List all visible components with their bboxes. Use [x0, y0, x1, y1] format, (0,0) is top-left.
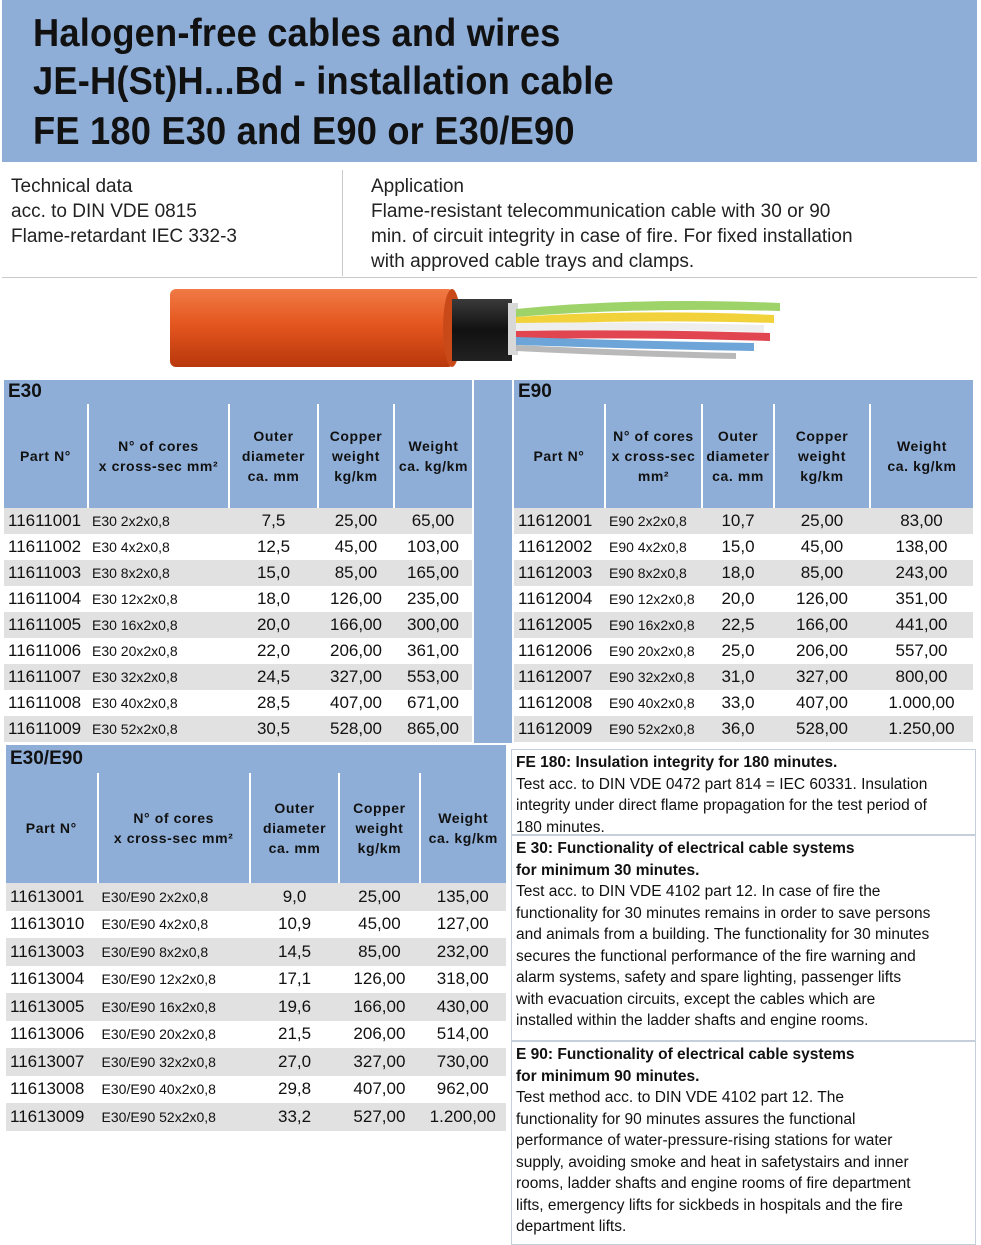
cable-weight: 430,00 [420, 993, 506, 1021]
table-row [6, 1048, 506, 1076]
table-body [514, 508, 973, 742]
part-number: 11611001 [4, 508, 88, 534]
copper-weight: 528,00 [318, 716, 394, 742]
cable-type: E90 12x2x0,8 [609, 591, 695, 607]
outer-diameter: 33,0 [721, 693, 755, 712]
separator-strip [474, 380, 512, 743]
copper-weight: 206,00 [330, 641, 382, 660]
table-row [4, 586, 472, 612]
copper-weight: 327,00 [774, 664, 870, 690]
outer-diameter: 31,0 [702, 664, 774, 690]
technical-heading: Technical data [11, 176, 133, 197]
cable-weight: 243,00 [870, 560, 973, 586]
title-line-2: JE-H(St)H...Bd - installation cable [33, 60, 614, 103]
technical-standard: acc. to DIN VDE 0815 [11, 201, 197, 222]
outer-diameter: 10,7 [702, 508, 774, 534]
outer-diameter: 12,5 [256, 537, 291, 556]
outer-diameter: 25,0 [721, 641, 755, 660]
part-number: 11611002 [8, 537, 82, 556]
part-number: 11613001 [6, 883, 98, 911]
outer-diameter: 19,6 [250, 993, 340, 1021]
outer-diameter: 20,0 [721, 589, 755, 608]
table-row [6, 883, 506, 911]
table-row [514, 716, 973, 742]
technical-data [11, 174, 237, 249]
part-number: 11612005 [514, 612, 605, 638]
table-row [4, 664, 472, 690]
copper-weight: 45,00 [800, 537, 844, 556]
e30-table [4, 380, 472, 742]
cable-weight: 351,00 [895, 589, 948, 608]
copper-weight: 528,00 [774, 716, 870, 742]
note-line: functionality for 30 minutes remains in order to save persons [516, 904, 931, 922]
table-row [514, 612, 973, 638]
cable-shield [452, 299, 512, 361]
table-title: E30/E90 [6, 745, 506, 773]
cable-weight: 127,00 [436, 914, 489, 934]
col-part: Part N° [6, 773, 98, 883]
note-line: Test acc. to DIN VDE 0472 part 814 = IEC 60331. Insulation [516, 775, 928, 793]
copper-weight: 126,00 [796, 589, 848, 608]
application-line: min. of circuit integrity in case of fire. For fixed installation [371, 226, 853, 247]
table-row [514, 638, 973, 664]
table-row [6, 1021, 506, 1049]
note-line: department lifts. [516, 1218, 627, 1235]
table-row [514, 586, 973, 612]
col-part: Part N° [514, 404, 605, 508]
outer-diameter: 14,5 [250, 938, 340, 966]
cable-type: E90 40x2x0,8 [609, 695, 695, 711]
e30-e90-table [6, 745, 506, 1131]
outer-diameter: 29,8 [278, 1079, 312, 1099]
cable-type: E30/E90 52x2x0,8 [98, 1103, 250, 1131]
table-row [4, 716, 472, 742]
cable-weight: 514,00 [436, 1024, 489, 1044]
col-part: Part N° [4, 404, 88, 508]
part-number: 11611004 [8, 589, 82, 608]
cable-type: E30/E90 16x2x0,8 [98, 993, 250, 1021]
title-line-3: FE 180 E30 and E90 or E30/E90 [33, 110, 575, 153]
copper-weight: 25,00 [318, 508, 394, 534]
table-row [4, 638, 472, 664]
col-weight: Weight ca. kg/km [394, 404, 472, 508]
part-number: 11611005 [4, 612, 88, 638]
copper-weight: 45,00 [334, 537, 378, 556]
copper-weight: 166,00 [318, 612, 394, 638]
note-heading: E 30: Functionality of electrical cable systems [516, 840, 855, 857]
title-line-1: Halogen-free cables and wires [33, 12, 561, 55]
cable-type: E90 8x2x0,8 [605, 560, 702, 586]
outer-diameter: 30,5 [229, 716, 318, 742]
note-heading: for minimum 30 minutes. [516, 861, 700, 879]
cable-weight: 730,00 [420, 1048, 506, 1076]
part-number: 11613006 [10, 1024, 85, 1044]
note-line: performance of water-pressure-rising stations for water [516, 1132, 893, 1149]
copper-weight: 126,00 [353, 969, 406, 989]
part-number: 11612004 [518, 589, 593, 608]
copper-weight: 407,00 [330, 693, 382, 712]
cable-type: E90 4x2x0,8 [609, 539, 687, 555]
outer-diameter: 10,9 [278, 914, 312, 934]
cable-type: E30 8x2x0,8 [88, 560, 229, 586]
cable-weight: 300,00 [394, 612, 472, 638]
note-line: integrity under direct flame propagation for the test period of [516, 797, 927, 814]
note-line: alarm systems, safety and spare lighting, passenger lifts [516, 969, 902, 986]
part-number: 11611007 [4, 664, 88, 690]
cable-type: E30 2x2x0,8 [88, 508, 229, 534]
note-heading: FE 180: Insulation integrity for 180 minutes. [516, 754, 838, 771]
copper-weight: 327,00 [318, 664, 394, 690]
outer-diameter: 7,5 [229, 508, 318, 534]
col-copper: Copper weight kg/km [774, 404, 870, 508]
note-line: supply, avoiding smoke and heat in safetystairs and inner [516, 1153, 909, 1171]
part-number: 11613003 [6, 938, 98, 966]
cable-type: E30/E90 2x2x0,8 [98, 883, 250, 911]
copper-weight: 407,00 [353, 1079, 406, 1099]
col-weight: Weight ca. kg/km [420, 773, 506, 883]
copper-weight: 85,00 [339, 938, 419, 966]
cable-weight: 135,00 [420, 883, 506, 911]
col-diameter: Outer diameter ca. mm [250, 773, 340, 883]
table-title: E30 [4, 380, 472, 404]
col-diameter: Outer diameter ca. mm [229, 404, 318, 508]
table-row [6, 938, 506, 966]
table-row [6, 1076, 506, 1104]
info-divider [342, 170, 343, 276]
cable-weight: 553,00 [394, 664, 472, 690]
cable-image [168, 287, 783, 369]
copper-weight: 126,00 [330, 589, 382, 608]
part-number: 11612007 [514, 664, 605, 690]
outer-diameter: 18,0 [702, 560, 774, 586]
cable-type: E30 40x2x0,8 [92, 695, 178, 711]
outer-diameter: 36,0 [702, 716, 774, 742]
application-heading: Application [371, 176, 464, 197]
cable-type: E30 20x2x0,8 [92, 643, 178, 659]
note-heading: for minimum 90 minutes. [516, 1067, 700, 1085]
cable-type: E30 12x2x0,8 [92, 591, 178, 607]
outer-diameter: 15,0 [229, 560, 318, 586]
note-fe180 [511, 749, 976, 835]
part-number: 11612001 [514, 508, 605, 534]
table-body [6, 883, 506, 1131]
note-line: functionality for 90 minutes assures the functional [516, 1110, 856, 1128]
note-line: secures the functional performance of the fire warning and [516, 947, 916, 965]
table-row [6, 966, 506, 994]
cable-type: E90 20x2x0,8 [609, 643, 695, 659]
info-section [2, 170, 977, 278]
note-line: installed within the ladder shafts and engine rooms. [516, 1012, 869, 1029]
table-row [514, 534, 973, 560]
copper-weight: 45,00 [358, 914, 401, 934]
outer-diameter: 22,0 [256, 641, 291, 660]
note-e90 [511, 1041, 976, 1245]
outer-diameter: 20,0 [229, 612, 318, 638]
outer-diameter: 33,2 [250, 1103, 340, 1131]
table-row [514, 560, 973, 586]
table-body [4, 508, 472, 742]
cable-type: E30/E90 8x2x0,8 [98, 938, 250, 966]
outer-diameter: 18,0 [256, 589, 291, 608]
col-weight: Weight ca. kg/km [870, 404, 973, 508]
part-number: 11612008 [518, 693, 593, 712]
cable-weight: 1.000,00 [888, 693, 955, 712]
outer-diameter: 24,5 [229, 664, 318, 690]
outer-diameter: 28,5 [256, 693, 291, 712]
outer-diameter: 27,0 [250, 1048, 340, 1076]
table-row [514, 690, 973, 716]
application-line: Flame-resistant telecommunication cable with 30 or 90 [371, 201, 831, 222]
cable-type: E30 32x2x0,8 [88, 664, 229, 690]
table-row [6, 1103, 506, 1131]
col-cores: N° of cores x cross-sec mm² [605, 404, 702, 508]
cable-weight: 83,00 [870, 508, 973, 534]
table-row [4, 690, 472, 716]
cable-weight: 232,00 [420, 938, 506, 966]
part-number: 11611003 [4, 560, 88, 586]
part-number: 11612003 [514, 560, 605, 586]
cable-type: E30 16x2x0,8 [88, 612, 229, 638]
cable-type: E30/E90 4x2x0,8 [101, 916, 209, 933]
note-line: and animals from a building. The functionality for 30 minutes [516, 926, 930, 943]
outer-diameter: 9,0 [250, 883, 340, 911]
copper-weight: 327,00 [339, 1048, 419, 1076]
note-heading: E 90: Functionality of electrical cable systems [516, 1046, 855, 1063]
cable-weight: 103,00 [407, 537, 459, 556]
cable-weight: 1.200,00 [420, 1103, 506, 1131]
col-cores: N° of cores x cross-sec mm² [88, 404, 229, 508]
part-number: 11612006 [518, 641, 593, 660]
copper-weight: 166,00 [339, 993, 419, 1021]
part-number: 11612009 [514, 716, 605, 742]
cable-type: E30/E90 32x2x0,8 [98, 1048, 250, 1076]
cable-weight: 557,00 [895, 641, 948, 660]
note-e30 [511, 835, 976, 1041]
application [371, 174, 931, 274]
cable-weight: 671,00 [407, 693, 459, 712]
part-number: 11613010 [10, 914, 85, 934]
info-divider-bottom [2, 277, 977, 278]
cable-type: E30 52x2x0,8 [88, 716, 229, 742]
cable-type: E30/E90 12x2x0,8 [101, 971, 216, 988]
cable-type: E30/E90 40x2x0,8 [101, 1081, 216, 1098]
col-diameter: Outer diameter ca. mm [702, 404, 774, 508]
part-number: 11611006 [8, 641, 82, 660]
part-number: 11613008 [10, 1079, 85, 1099]
cable-weight: 235,00 [407, 589, 459, 608]
col-copper: Copper weight kg/km [318, 404, 394, 508]
col-copper: Copper weight kg/km [339, 773, 419, 883]
note-line: Test method acc. to DIN VDE 4102 part 12. The [516, 1089, 844, 1106]
copper-weight: 85,00 [318, 560, 394, 586]
copper-weight: 25,00 [774, 508, 870, 534]
copper-weight: 206,00 [796, 641, 848, 660]
outer-diameter: 17,1 [278, 969, 312, 989]
e90-table [514, 380, 973, 742]
part-number: 11613005 [6, 993, 98, 1021]
note-line: Test acc. to DIN VDE 4102 part 12. In case of fire the [516, 883, 881, 900]
cable-jacket [170, 289, 454, 367]
part-number: 11611008 [8, 693, 82, 712]
cable-weight: 361,00 [407, 641, 459, 660]
table-row [4, 508, 472, 534]
copper-weight: 25,00 [339, 883, 419, 911]
notes-section [511, 749, 976, 1245]
table-row [6, 993, 506, 1021]
copper-weight: 166,00 [774, 612, 870, 638]
copper-weight: 527,00 [339, 1103, 419, 1131]
cable-weight: 865,00 [394, 716, 472, 742]
copper-weight: 206,00 [353, 1024, 406, 1044]
part-number: 11613009 [6, 1103, 98, 1131]
copper-weight: 85,00 [774, 560, 870, 586]
table-row [514, 664, 973, 690]
table-row [6, 911, 506, 939]
title-banner [2, 0, 977, 162]
note-line: 180 minutes. [516, 818, 605, 836]
outer-diameter: 21,5 [278, 1024, 312, 1044]
note-line: with evacuation circuits, except the cables which are [516, 990, 876, 1008]
application-line: with approved cable trays and clamps. [371, 251, 695, 272]
table-title: E90 [514, 380, 973, 404]
technical-flame: Flame-retardant IEC 332-3 [11, 226, 237, 247]
cable-type: E90 2x2x0,8 [605, 508, 702, 534]
outer-diameter: 22,5 [702, 612, 774, 638]
cable-weight: 962,00 [436, 1079, 489, 1099]
table-row [514, 508, 973, 534]
cable-type: E90 52x2x0,8 [605, 716, 702, 742]
cable-type: E90 16x2x0,8 [605, 612, 702, 638]
cable-weight: 138,00 [895, 537, 948, 556]
cable-weight: 800,00 [870, 664, 973, 690]
note-line: rooms, ladder shafts and engine rooms of fire department [516, 1175, 911, 1192]
cable-weight: 65,00 [394, 508, 472, 534]
outer-diameter: 15,0 [721, 537, 755, 556]
part-number: 11611009 [4, 716, 88, 742]
cable-weight: 441,00 [870, 612, 973, 638]
col-cores: N° of cores x cross-sec mm² [98, 773, 250, 883]
part-number: 11612002 [518, 537, 593, 556]
copper-weight: 407,00 [796, 693, 848, 712]
cable-type: E30/E90 20x2x0,8 [101, 1026, 216, 1043]
table-row [4, 534, 472, 560]
cable-weight: 318,00 [436, 969, 489, 989]
note-line: lifts, emergency lifts for sickbeds in hospitals and the fire [516, 1196, 903, 1214]
table-row [4, 612, 472, 638]
cable-type: E90 32x2x0,8 [605, 664, 702, 690]
part-number: 11613004 [10, 969, 85, 989]
cable-weight: 165,00 [394, 560, 472, 586]
table-row [4, 560, 472, 586]
cable-weight: 1.250,00 [870, 716, 973, 742]
part-number: 11613007 [6, 1048, 98, 1076]
cable-type: E30 4x2x0,8 [92, 539, 170, 555]
